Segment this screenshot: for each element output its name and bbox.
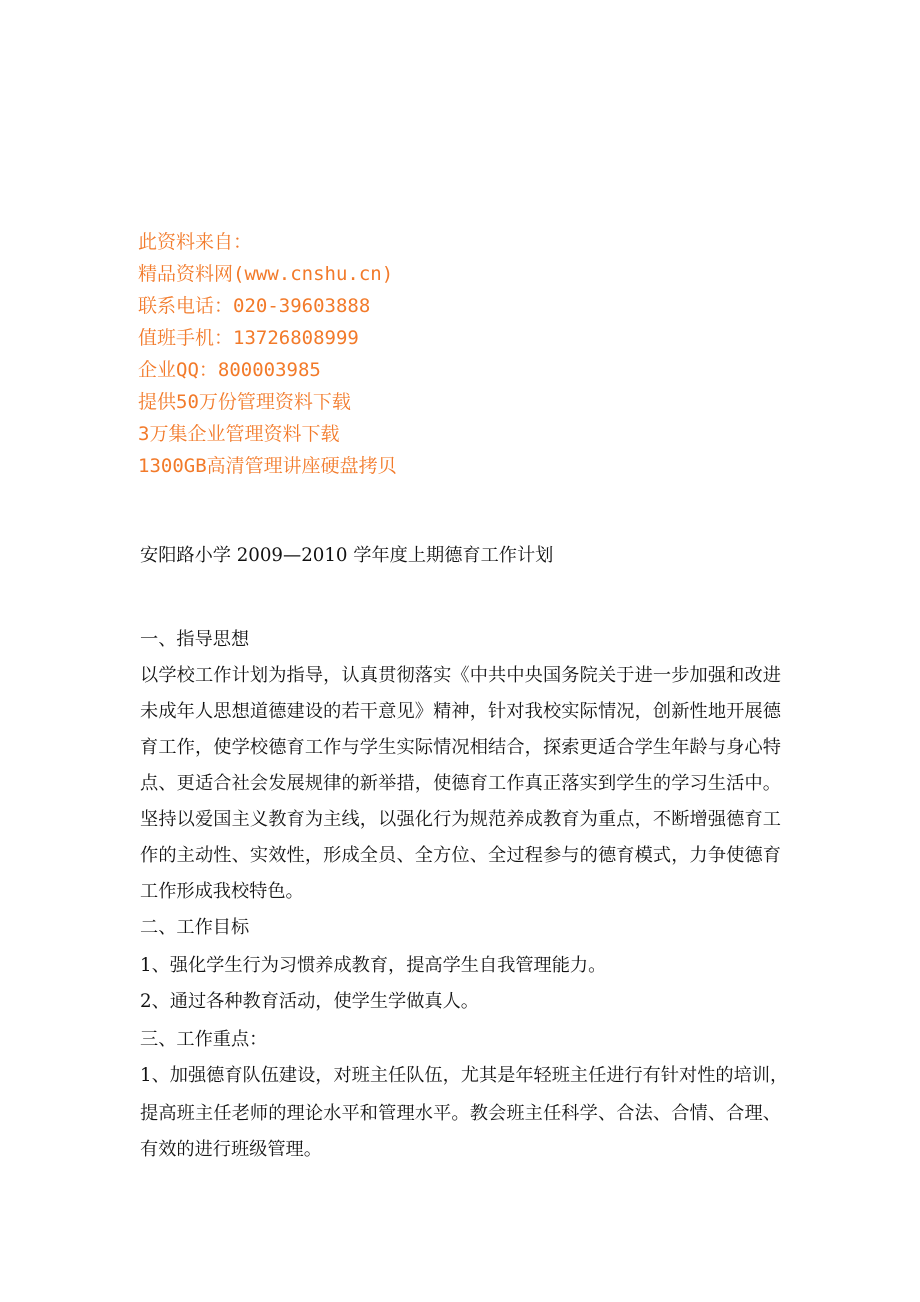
ad-line: 提供50万份管理资料下载 (138, 391, 351, 413)
ad-line: 3万集企业管理资料下载 (138, 423, 340, 445)
ad-line: 此资料来自： (138, 231, 253, 253)
ad-line-mobile: 值班手机：13726808999 (138, 327, 359, 349)
paragraph-line: 作的主动性、实效性，形成全员、全方位、全过程参与的德育模式，力争使德育 (140, 845, 781, 866)
ad-line-website: 精品资料网(www.cnshu.cn) (138, 263, 394, 285)
paragraph-line: 1、强化学生行为习惯养成教育，提高学生自我管理能力。 (140, 955, 607, 976)
paragraph-line: 有效的进行班级管理。 (140, 1139, 322, 1160)
ad-line-qq: 企业QQ：800003985 (138, 359, 321, 381)
paragraph-line: 1、加强德育队伍建设，对班主任队伍，尤其是年轻班主任进行有针对性的培训， (140, 1065, 789, 1086)
paragraph-line: 2、通过各种教育活动，使学生学做真人。 (140, 991, 479, 1012)
paragraph-line: 工作形成我校特色。 (140, 881, 304, 902)
paragraph-line: 未成年人思想道德建设的若干意见》精神，针对我校实际情况，创新性地开展德 (140, 701, 781, 722)
paragraph-line: 提高班主任老师的理论水平和管理水平。教会班主任科学、合法、合情、合理、 (140, 1103, 781, 1124)
section-heading: 一、指导思想 (140, 629, 250, 650)
ad-line: 1300GB高清管理讲座硬盘拷贝 (138, 455, 397, 477)
section-heading: 二、工作目标 (140, 917, 250, 938)
section-heading: 三、工作重点： (140, 1029, 268, 1050)
paragraph-line: 以学校工作计划为指导，认真贯彻落实《中共中央国务院关于进一步加强和改进 (140, 665, 781, 686)
paragraph-line: 坚持以爱国主义教育为主线，以强化行为规范养成教育为重点，不断增强德育工 (140, 809, 781, 830)
document-title: 安阳路小学 2009—2010 学年度上期德育工作计划 (140, 545, 554, 566)
paragraph-line: 育工作，使学校德育工作与学生实际情况相结合，探索更适合学生年龄与身心特 (140, 737, 781, 758)
paragraph-line: 点、更适合社会发展规律的新举措，使德育工作真正落实到学生的学习生活中。 (140, 773, 781, 794)
ad-line-phone: 联系电话：020-39603888 (138, 295, 371, 317)
